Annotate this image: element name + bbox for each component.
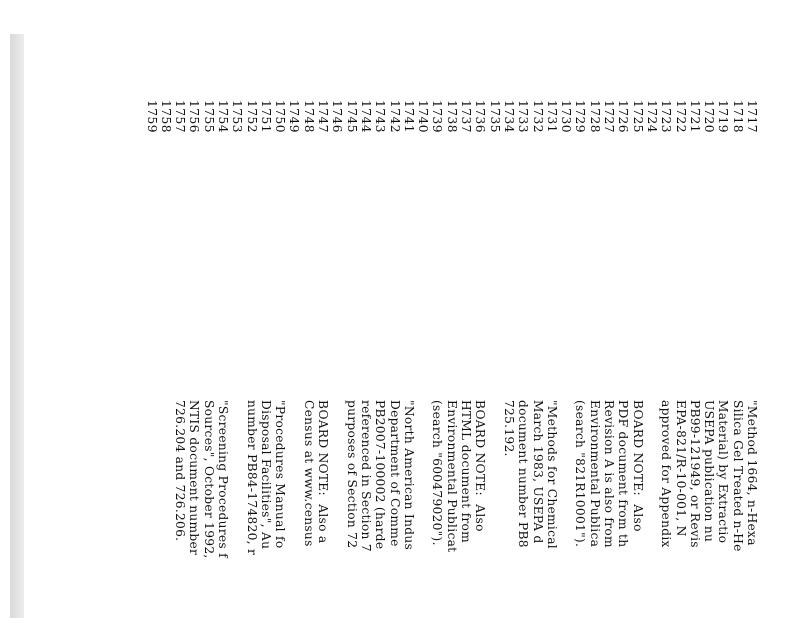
text-line: "Screening Procedures f <box>216 400 231 558</box>
line-number: 1721 <box>687 100 702 134</box>
text-line: Revision A is also from <box>602 400 617 548</box>
line-number: 1730 <box>559 100 574 134</box>
text-line: Environmental Publicat <box>444 400 459 553</box>
text-line: PB2007-100002 (harde <box>373 400 388 550</box>
text-line: BOARD NOTE: Also <box>630 400 645 532</box>
text-line: referenced in Section 7 <box>358 400 373 552</box>
paragraph <box>344 400 415 630</box>
line-number: 1740 <box>416 100 431 134</box>
line-number: 1759 <box>144 100 159 134</box>
line-number: 1728 <box>587 100 602 134</box>
line-number: 1755 <box>201 100 216 134</box>
text-line: NTIS document number <box>187 400 202 556</box>
paragraph <box>573 400 644 630</box>
document-body-text <box>159 400 759 630</box>
text-line: March 1983, USEPA d <box>530 400 545 544</box>
text-line: 725.192. <box>501 400 516 457</box>
line-number: 1749 <box>287 100 302 134</box>
paragraph <box>502 400 559 630</box>
text-line: "Method 1664, n-Hexa <box>745 400 759 546</box>
line-number: 1732 <box>530 100 545 134</box>
line-number: 1742 <box>387 100 402 134</box>
line-number: 1729 <box>573 100 588 134</box>
line-number: 1724 <box>644 100 659 134</box>
paragraph <box>173 400 230 630</box>
line-number: 1754 <box>216 100 231 134</box>
line-number: 1722 <box>673 100 688 134</box>
scanner-edge-shadow <box>10 34 24 618</box>
text-line: BOARD NOTE: Also <box>473 400 488 532</box>
line-number: 1758 <box>158 100 173 134</box>
line-number: 1747 <box>316 100 331 134</box>
text-line: (search "600479020"). <box>430 400 445 546</box>
line-number: 1734 <box>501 100 516 134</box>
line-number: 1733 <box>516 100 531 134</box>
document-page <box>24 0 800 618</box>
line-number: 1720 <box>702 100 717 134</box>
line-number: 1725 <box>630 100 645 134</box>
text-line: "North American Indus <box>401 400 416 551</box>
text-line: Department of Comme <box>387 400 402 547</box>
text-line: PDF document from th <box>616 400 631 548</box>
line-number: 1735 <box>487 100 502 134</box>
line-number: 1745 <box>344 100 359 134</box>
text-line: Environmental Publica <box>587 400 602 548</box>
line-number: 1751 <box>258 100 273 134</box>
text-line: Material) by Extractio <box>716 400 731 544</box>
text-line: Sources", October 1992, <box>201 400 216 559</box>
text-line: "Procedures Manual fo <box>273 400 288 549</box>
line-number: 1741 <box>401 100 416 134</box>
text-line: number PB84-174820, r <box>244 400 259 556</box>
line-number: 1723 <box>659 100 674 134</box>
line-number: 1743 <box>373 100 388 134</box>
text-line: EPA-821/R-10-001, N <box>673 400 688 537</box>
line-number-column <box>144 100 759 160</box>
line-number: 1719 <box>716 100 731 134</box>
text-line: purposes of Section 72 <box>344 400 359 549</box>
text-line: USEPA publication nu <box>702 400 717 543</box>
paragraph <box>302 400 331 630</box>
line-number: 1726 <box>616 100 631 134</box>
text-line: PB99-121949, or Revis <box>687 400 702 548</box>
line-number: 1736 <box>473 100 488 134</box>
text-line: Silica Gel Treated n-He <box>730 400 745 552</box>
line-number: 1717 <box>745 100 759 134</box>
text-line: HTML document from <box>459 400 474 544</box>
text-line: 726.204 and 726.206. <box>173 400 188 542</box>
line-number: 1753 <box>230 100 245 134</box>
line-number: 1744 <box>358 100 373 134</box>
line-number: 1752 <box>244 100 259 134</box>
text-line: BOARD NOTE: Also a <box>316 400 331 544</box>
text-line: Disposal Facilities", Au <box>258 400 273 550</box>
paragraph <box>659 400 759 630</box>
line-number: 1757 <box>173 100 188 134</box>
paragraph <box>244 400 287 630</box>
line-number: 1756 <box>187 100 202 134</box>
text-line: (search "821R10001"). <box>573 400 588 548</box>
line-number: 1748 <box>301 100 316 134</box>
rotated-text-block <box>144 100 759 620</box>
text-line: Census at www.census <box>301 400 316 547</box>
text-line: document number PB8 <box>516 400 531 548</box>
line-number: 1731 <box>544 100 559 134</box>
line-number: 1750 <box>273 100 288 134</box>
text-line: approved for Appendix <box>659 400 674 548</box>
text-line: "Methods for Chemical <box>544 400 559 549</box>
line-number: 1738 <box>444 100 459 134</box>
line-number: 1718 <box>730 100 745 134</box>
line-number: 1739 <box>430 100 445 134</box>
line-number: 1727 <box>602 100 617 134</box>
line-number: 1746 <box>330 100 345 134</box>
paragraph <box>430 400 487 630</box>
line-number: 1737 <box>459 100 474 134</box>
